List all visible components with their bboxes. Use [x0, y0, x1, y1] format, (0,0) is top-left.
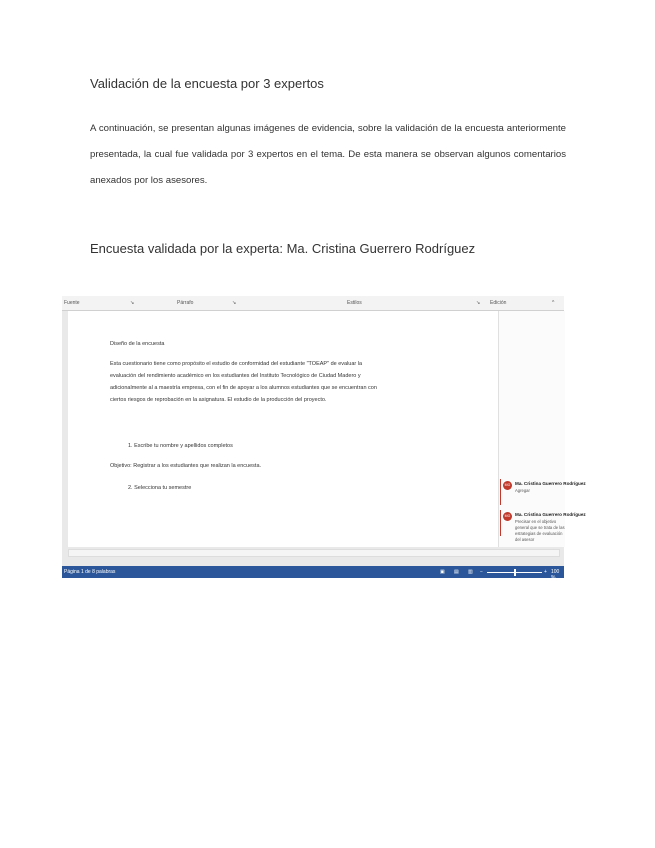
avatar: MG — [503, 481, 512, 490]
horizontal-scrollbar[interactable] — [68, 549, 560, 557]
comments-pane — [498, 311, 586, 547]
ribbon-expand-icon[interactable]: ↘ — [130, 300, 135, 306]
status-page-info[interactable]: Página 1 de 8 palabras — [64, 569, 116, 575]
subsection-heading: Encuesta validada por la experta: Ma. Cristina Guerrero Rodríguez — [90, 241, 476, 256]
ribbon — [62, 296, 564, 311]
document-area — [62, 311, 586, 567]
comment-author: Ma. Cristina Guerrero Rodríguez — [515, 481, 586, 486]
doc-list-item: 1. Escribe tu nombre y apellidos completos — [128, 443, 233, 449]
doc-line: adicionalmente al a maestría empresa, con el fin de apoyar a los alumnos estudiantes que se encuentran con — [110, 385, 377, 391]
web-layout-icon[interactable]: ▥ — [468, 569, 473, 575]
doc-objective: Objetivo: Registrar a los estudiantes que realizan la encuesta. — [110, 463, 262, 469]
doc-list-item: 2. Selecciona tu semestre — [128, 485, 192, 491]
ribbon-expand-icon[interactable]: ↘ — [476, 300, 481, 306]
document-page[interactable] — [68, 311, 498, 547]
doc-line: evaluación del rendimiento académico en los estudiantes del Instituto Tecnológico de Ciudad Madero y — [110, 373, 361, 379]
section-heading: Validación de la encuesta por 3 expertos — [90, 76, 324, 91]
read-mode-icon[interactable]: ▣ — [440, 569, 445, 575]
ribbon-group-estilos[interactable]: Estilos — [347, 300, 362, 306]
comment-text: Agregar — [515, 488, 530, 493]
comment-text: Precisar en el objetivo general que se trata de las estrategias de evaluación del asesor — [515, 519, 565, 542]
zoom-slider-knob[interactable] — [514, 569, 516, 576]
comment-marker — [500, 510, 501, 536]
print-layout-icon[interactable]: ▤ — [454, 569, 459, 575]
ribbon-group-parrafo[interactable]: Párrafo — [177, 300, 194, 306]
avatar: MG — [503, 512, 512, 521]
ribbon-group-fuente[interactable]: Fuente — [64, 300, 80, 306]
collapse-ribbon-icon[interactable]: ^ — [552, 300, 555, 306]
comment-marker — [500, 479, 501, 505]
embedded-word-screenshot — [62, 296, 586, 581]
intro-paragraph: A continuación, se presentan algunas imágenes de evidencia, sobre la validación de la encuesta anteriormente presentada, la cual fue validada por 3 expertos en el tema. De esta manera se observan algunos comentarios anexados por los asesores. — [90, 123, 566, 186]
doc-line: Esta cuestionario tiene como propósito el estudio de conformidad del estudiante "TOEAP" de evaluar la — [110, 361, 363, 367]
status-bar — [62, 566, 564, 581]
doc-line: ciertos riesgos de reprobación en la asignatura. El estudio de la producción del proyecto. — [110, 397, 327, 403]
doc-title: Diseño de la encuesta — [110, 341, 165, 347]
zoom-level[interactable]: 100 % — [551, 569, 560, 581]
comment-author: Ma. Cristina Guerrero Rodríguez — [515, 512, 586, 517]
ribbon-expand-icon[interactable]: ↘ — [232, 300, 237, 306]
ribbon-group-edicion[interactable]: Edición — [490, 300, 507, 306]
zoom-in-icon[interactable]: + — [544, 569, 547, 575]
zoom-out-icon[interactable]: − — [480, 569, 483, 575]
